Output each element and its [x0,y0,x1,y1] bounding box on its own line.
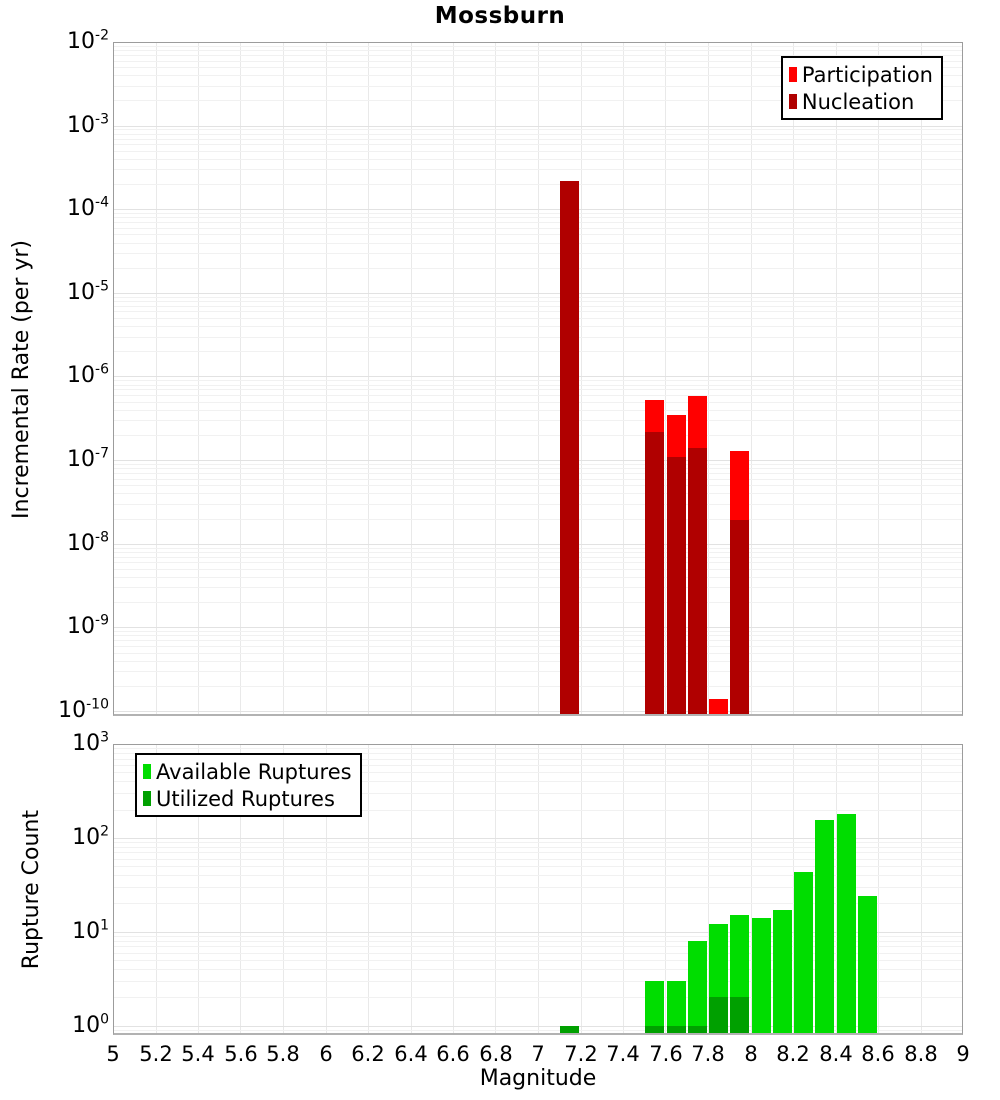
grid-line-minor [113,234,963,235]
bar-nucleation-m7.95 [730,520,749,716]
y-tick-label: $10^{-2}$ [67,27,109,54]
grid-line-decade [113,209,963,210]
grid-line-minor [113,997,963,998]
grid-line-minor [113,852,963,853]
grid-line-vertical [453,744,454,1035]
grid-line-decade [113,1026,963,1027]
grid-line-minor [113,748,963,749]
grid-line-minor [113,946,963,947]
x-tick-label: 6.6 [436,1042,470,1066]
grid-line-vertical [538,744,539,1035]
y-axis-title-count [14,744,48,1035]
grid-line-minor [113,631,963,632]
grid-line-minor [113,646,963,647]
grid-line-minor [113,318,963,319]
grid-line-minor [113,847,963,848]
rate-plot-area [113,42,963,716]
grid-line-minor [113,213,963,214]
grid-line-minor [113,217,963,218]
grid-line-vertical [581,744,582,1035]
grid-line-minor [113,587,963,588]
grid-line-minor [113,435,963,436]
x-tick-label: 7.2 [564,1042,598,1066]
grid-line-minor [113,151,963,152]
available-swatch-icon [143,764,151,779]
grid-line-minor [113,46,963,47]
grid-line-minor [113,866,963,867]
grid-line-minor [113,577,963,578]
grid-line-minor [113,306,963,307]
x-tick-label: 5 [106,1042,120,1066]
legend [135,753,362,817]
bar-available-m8.15 [773,910,792,1035]
grid-line-minor [113,129,963,130]
grid-line-minor [113,953,963,954]
grid-line-minor [113,602,963,603]
grid-line-minor [113,548,963,549]
grid-line-minor [113,385,963,386]
grid-line-minor [113,479,963,480]
grid-line-decade [113,838,963,839]
grid-line-minor [113,671,963,672]
bar-nucleation-m7.15 [560,181,579,716]
count-plot-area [113,744,963,1035]
legend-label: Nucleation [801,89,915,114]
grid-line-minor [113,301,963,302]
grid-line-minor [113,887,963,888]
grid-line-minor [113,326,963,327]
bar-available-m8.55 [858,896,877,1035]
bar-nucleation-m7.55 [645,432,664,717]
grid-line-minor [113,562,963,563]
grid-line-decade [113,711,963,712]
legend-item [143,785,352,812]
participation-swatch-icon [789,67,797,82]
x-tick-label: 8.8 [904,1042,938,1066]
x-tick-label: 8.4 [819,1042,853,1066]
grid-line-minor [113,184,963,185]
grid-line-minor [113,395,963,396]
grid-line-minor [113,134,963,135]
grid-line-minor [113,380,963,381]
grid-line-minor [113,493,963,494]
bar-available-m8.05 [752,918,771,1035]
grid-line-minor [113,420,963,421]
x-tick-label: 8.6 [861,1042,895,1066]
grid-line-minor [113,859,963,860]
y-tick-label: $10^{-6}$ [67,361,109,388]
y-tick-label: $10^{-8}$ [67,529,109,556]
bar-utilized-m7.15 [560,1026,579,1035]
legend-label: Utilized Ruptures [156,786,335,811]
chart-title: Mossburn [434,3,566,29]
x-tick-label: 5.6 [224,1042,258,1066]
grid-line-minor [113,311,963,312]
grid-line-minor [113,50,963,51]
y-tick-label: $10^{-7}$ [67,445,109,472]
grid-line-decade [113,376,963,377]
grid-line-minor [113,389,963,390]
grid-line-minor [113,485,963,486]
grid-line-minor [113,981,963,982]
y-tick-label: $10^{-4}$ [67,194,109,221]
grid-line-vertical [921,744,922,1035]
x-tick-label: 6 [319,1042,333,1066]
grid-line-minor [113,519,963,520]
legend-label: Available Ruptures [156,759,352,784]
y-axis-title-count-text: Rupture Count [18,809,44,970]
grid-line-minor [113,715,963,716]
grid-line-vertical [368,744,369,1035]
grid-line-minor [113,552,963,553]
x-tick-label: 7 [531,1042,545,1066]
grid-line-minor [113,569,963,570]
grid-line-minor [113,297,963,298]
grid-line-minor [113,842,963,843]
x-tick-label: 7.4 [606,1042,640,1066]
bar-utilized-m7.55 [645,1026,664,1035]
grid-line-minor [113,635,963,636]
grid-line-minor [113,661,963,662]
grid-line-minor [113,268,963,269]
y-tick-label: $10^{-5}$ [67,278,109,305]
x-tick-label: 7.6 [649,1042,683,1066]
legend-item [789,61,933,88]
grid-line-minor [113,243,963,244]
y-tick-label: $10^{-3}$ [67,111,109,138]
grid-line-vertical [495,744,496,1035]
bar-nucleation-m7.65 [667,457,686,716]
nucleation-swatch-icon [789,94,797,109]
bar-utilized-m7.65 [667,1026,686,1035]
legend-item [789,88,933,115]
bar-available-m8.25 [794,872,813,1035]
grid-line-decade [113,932,963,933]
grid-line-decade [113,544,963,545]
grid-line-minor [113,169,963,170]
grid-line-minor [113,936,963,937]
grid-line-minor [113,504,963,505]
grid-line-minor [113,960,963,961]
grid-line-minor [113,686,963,687]
x-tick-label: 9 [956,1042,970,1066]
grid-line-minor [113,969,963,970]
grid-line-minor [113,222,963,223]
grid-line-decade [113,293,963,294]
grid-line-minor [113,253,963,254]
grid-line-decade [113,126,963,127]
grid-line-minor [113,468,963,469]
x-tick-label: 7.8 [691,1042,725,1066]
bar-utilized-m7.95 [730,997,749,1035]
grid-line-minor [113,144,963,145]
grid-line-minor [113,402,963,403]
legend-item [143,758,352,785]
bar-available-m8.35 [815,820,834,1035]
x-tick-label: 8.2 [776,1042,810,1066]
x-tick-label: 6.2 [351,1042,385,1066]
grid-line-minor [113,228,963,229]
y-axis-title-rate-text: Incremental Rate (per yr) [8,239,34,519]
legend [781,56,943,120]
grid-line-minor [113,903,963,904]
grid-line-minor [113,139,963,140]
grid-line-minor [113,941,963,942]
grid-line-decade [113,460,963,461]
bar-utilized-m7.85 [709,997,728,1035]
bar-participation-m7.85 [709,699,728,716]
grid-line-vertical [878,744,879,1035]
grid-line-minor [113,557,963,558]
grid-line-minor [113,351,963,352]
y-tick-label: $10^{-10}$ [58,696,109,723]
grid-line-minor [113,410,963,411]
grid-line-minor [113,1030,963,1031]
y-tick-label: $10^1$ [72,917,109,944]
bar-available-m8.45 [837,814,856,1035]
x-tick-label: 8 [744,1042,758,1066]
x-tick-label: 5.8 [266,1042,300,1066]
grid-line-vertical [411,744,412,1035]
legend-label: Participation [801,62,933,87]
grid-line-vertical [623,744,624,1035]
y-tick-label: $10^2$ [72,823,109,850]
bar-utilized-m7.75 [688,1026,707,1035]
y-tick-label: $10^3$ [72,729,109,756]
x-tick-label: 5.4 [181,1042,215,1066]
grid-line-minor [113,464,963,465]
grid-line-decade [113,627,963,628]
grid-line-minor [113,159,963,160]
x-axis-title: Magnitude [479,1066,597,1091]
utilized-swatch-icon [143,791,151,806]
y-tick-label: $10^0$ [72,1011,109,1038]
bar-available-m7.75 [688,941,707,1035]
bar-nucleation-m7.75 [688,448,707,716]
grid-line-minor [113,337,963,338]
x-tick-label: 6.4 [394,1042,428,1066]
x-tick-label: 5.2 [139,1042,173,1066]
grid-line-minor [113,473,963,474]
y-tick-label: $10^{-9}$ [67,612,109,639]
grid-line-minor [113,875,963,876]
grid-line-minor [113,640,963,641]
x-tick-label: 6.8 [479,1042,513,1066]
grid-line-minor [113,653,963,654]
